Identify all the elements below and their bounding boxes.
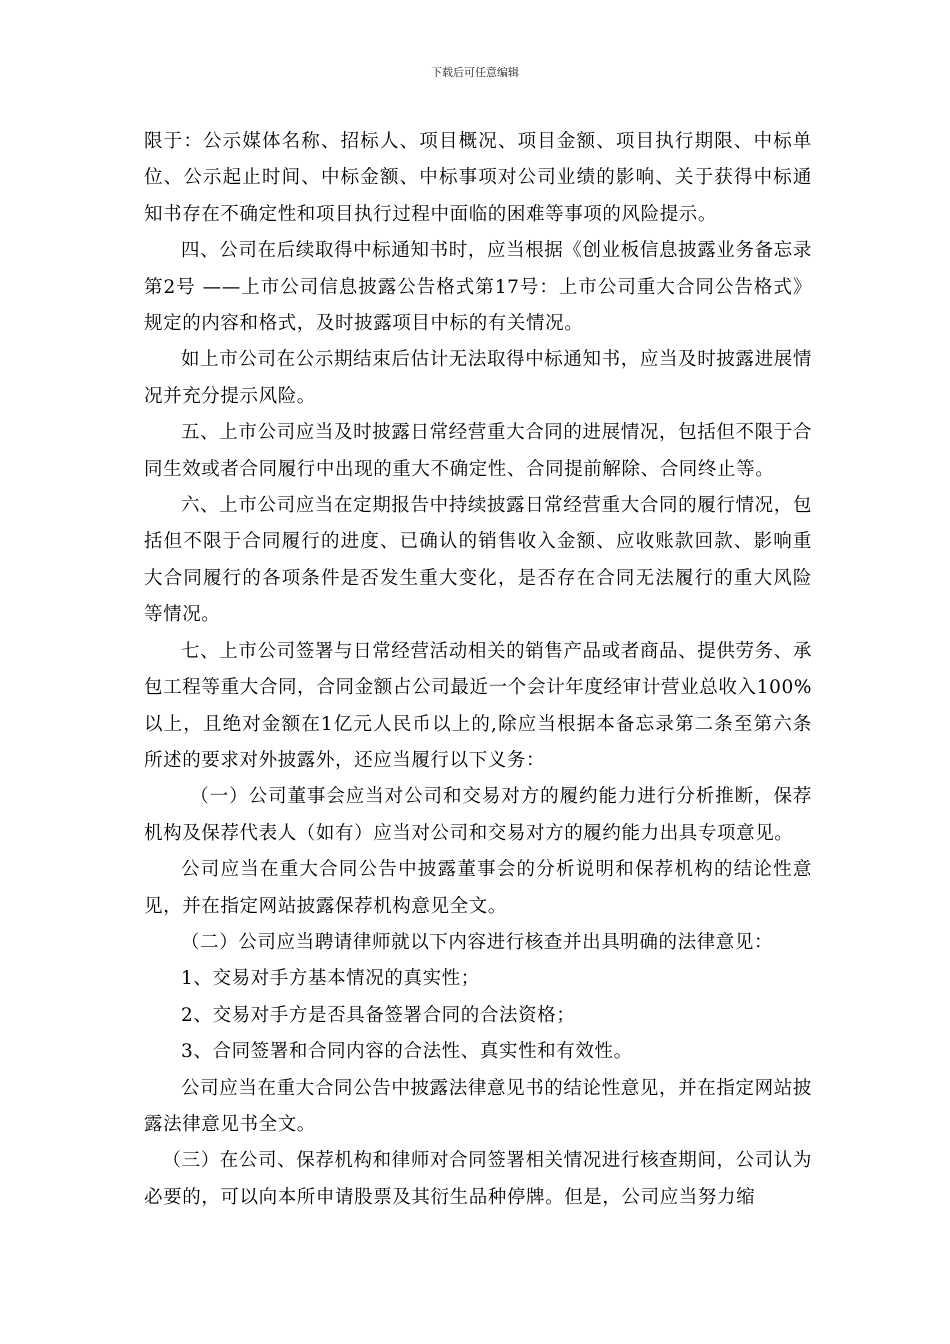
paragraph-sub-item-1: （一）公司董事会应当对公司和交易对方的履约能力进行分析推断，保荐机构及保荐代表人（如有）应当对公司和交易对方的履约能力出具专项意见。 [144,786,812,844]
paragraph-item-6: 六、上市公司应当在定期报告中持续披露日常经营重大合同的履行情况，包括但不限于合同履行的进度、已确认的销售收入金额、应收账款回款、影响重大合同履行的各项条件是否发生重大变化，是否存在合同无法履行的重大风险等情况。 [144,495,812,626]
paragraph-continuation: 限于：公示媒体名称、招标人、项目概况、项目金额、项目执行期限、中标单位、公示起止时间、中标金额、中标事项对公司业绩的影响、关于获得中标通知书存在不确定性和项目执行过程中面临的困难等事项的风险提示。 [144,131,812,225]
paragraph-sub-item-2: （二）公司应当聘请律师就以下内容进行核查并出具明确的法律意见： [181,931,774,953]
paragraph-item-4-note: 如上市公司在公示期结束后估计无法取得中标通知书，应当及时披露进展情况并充分提示风险。 [144,349,812,407]
paragraph-sub-item-1-note: 公司应当在重大合同公告中披露董事会的分析说明和保荐机构的结论性意见，并在指定网站披露保荐机构意见全文。 [144,859,812,917]
paragraph-item-4: 四、公司在后续取得中标通知书时，应当根据《创业板信息披露业务备忘录第2号 ——上市公司信息披露公告格式第17号：上市公司重大合同公告格式》规定的内容和格式，及时披露项目中标的有关情况。 [144,240,812,335]
header-note: 下载后可任意编辑 [431,66,519,79]
list-item-2: 2、交易对手方是否具备签署合同的合法资格； [181,1004,576,1026]
paragraph-sub-item-2-note: 公司应当在重大合同公告中披露法律意见书的结论性意见，并在指定网站披露法律意见书全文。 [144,1077,812,1135]
paragraph-item-5: 五、上市公司应当及时披露日常经营重大合同的进展情况，包括但不限于合同生效或者合同履行中出现的重大不确定性、合同提前解除、合同终止等。 [144,422,812,480]
paragraph-sub-item-3: （三）在公司、保荐机构和律师对合同签署相关情况进行核查期间，公司认为必要的，可以向本所申请股票及其衍生品种停牌。但是，公司应当努力缩 [144,1150,812,1208]
list-item-3: 3、合同签署和合同内容的合法性、真实性和有效性。 [181,1041,633,1063]
list-item-1: 1、交易对手方基本情况的真实性； [181,968,480,990]
paragraph-item-7: 七、上市公司签署与日常经营活动相关的销售产品或者商品、提供劳务、承包工程等重大合同，合同金额占公司最近一个会计年度经审计营业总收入100%以上，且绝对金额在1亿元人民币以上的,除应当根据本备忘录第二条至第六条所述的要求对外披露外，还应当履行以下义务： [144,640,812,771]
document-body [144,124,812,1216]
